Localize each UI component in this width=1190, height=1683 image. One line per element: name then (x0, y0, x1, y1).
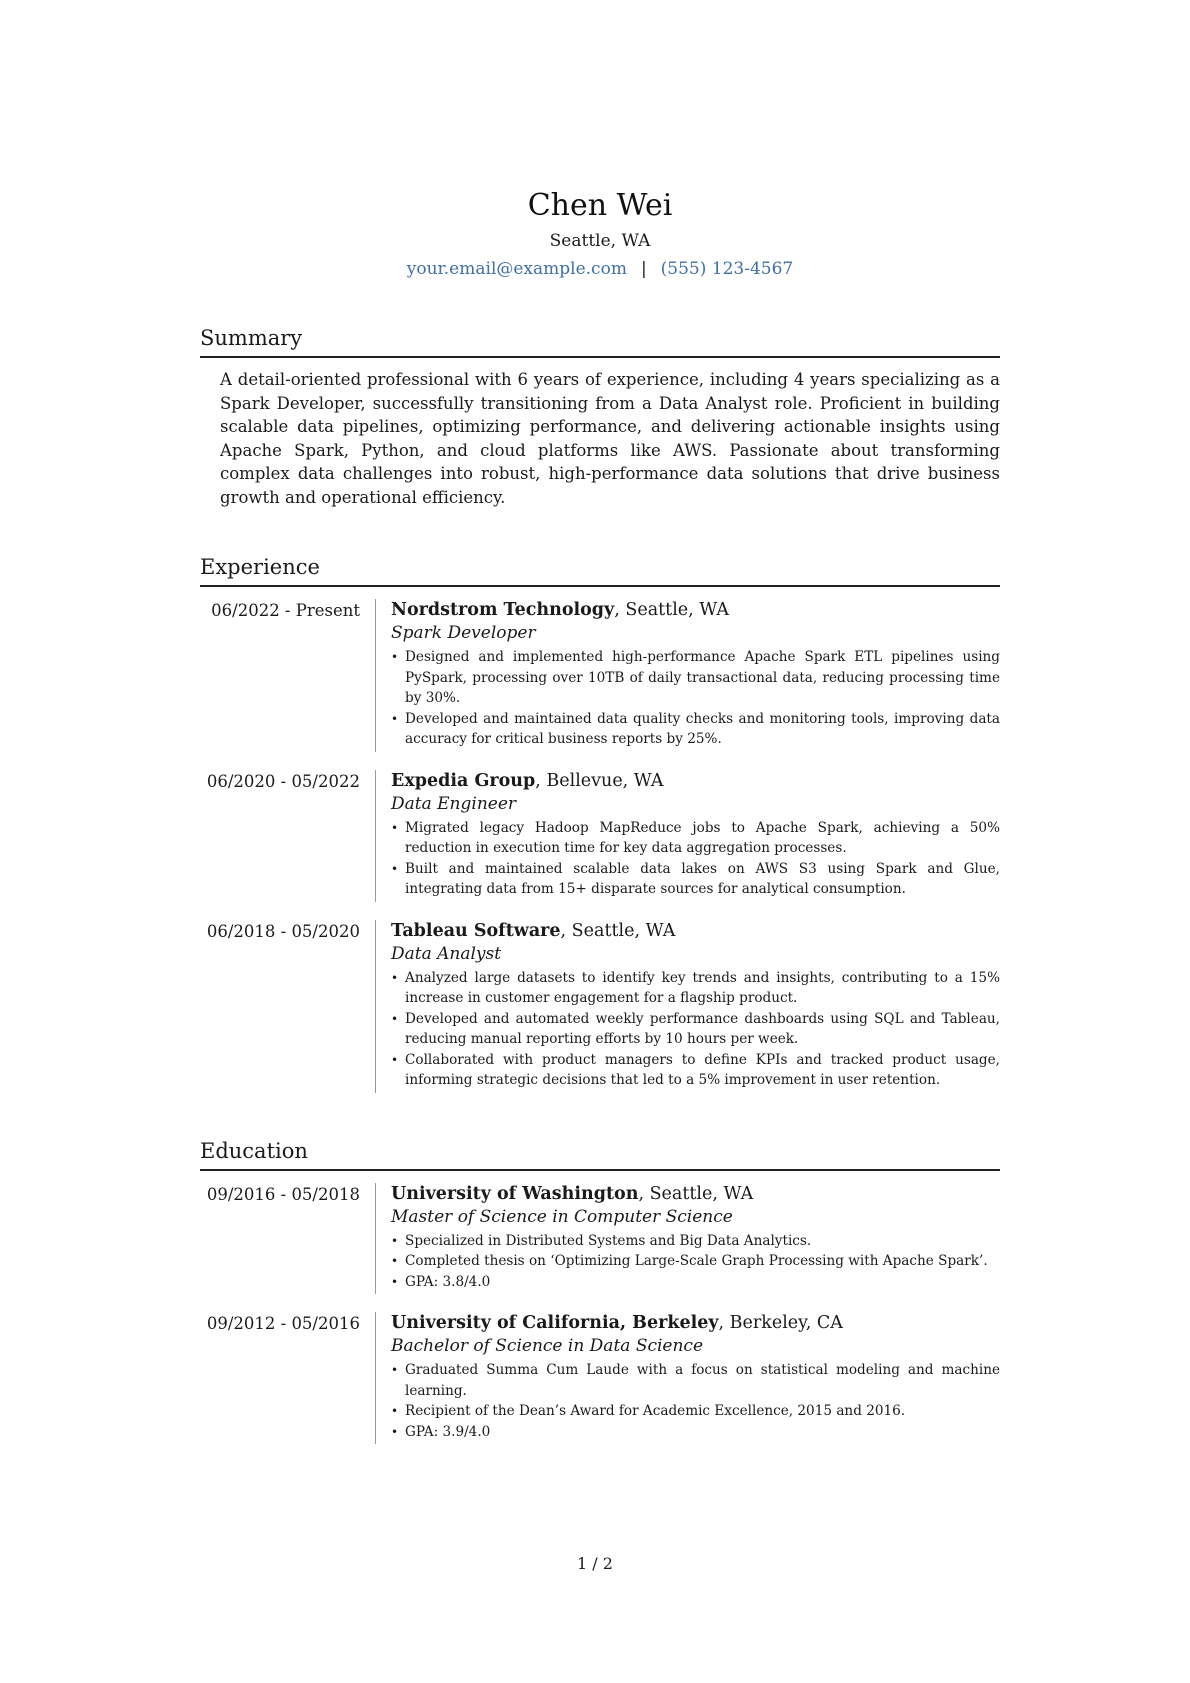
entry-organization: Tableau Software (391, 920, 561, 941)
bullet-item: • Built and maintained scalable data lakes on AWS S3 using Spark and Glue, integrating data from 15+ disparate sources for analytical consumption. (391, 859, 1000, 900)
entry-date: 06/2018 - 05/2020 (206, 921, 360, 941)
experience-entry (200, 920, 1000, 1093)
bullet-item: • GPA: 3.8/4.0 (391, 1272, 1000, 1293)
entry-location: , Seattle, WA (560, 920, 676, 941)
entry-body (375, 920, 1000, 1093)
page-indicator: 1 / 2 (577, 1554, 613, 1573)
entry-role: Data Engineer (391, 793, 517, 814)
contact-line (200, 258, 1000, 280)
experience-entry (200, 599, 1000, 752)
entry-location: , Seattle, WA (638, 1183, 754, 1204)
entry-body (375, 1312, 1000, 1444)
summary-text: A detail-oriented professional with 6 years of experience, including 4 years specializing as a Spark Developer, successfully transitioning from a Data Analyst role. Proficient in building scalable data pipelines, optimizing performance, and delivering actionable insights using Apache Spark, Python, and cloud platforms like AWS. Passionate about transforming complex data challenges into robust, high-performance data solutions that drive business growth and operational efficiency. (220, 370, 1000, 507)
entry-bullet-list (391, 1231, 1000, 1293)
education-list (200, 1183, 1000, 1445)
education-entry (200, 1312, 1000, 1444)
entry-heading (391, 599, 1000, 622)
entry-bullet-list (391, 1360, 1000, 1442)
entry-role: Master of Science in Computer Science (391, 1206, 733, 1227)
summary-section (200, 324, 1000, 509)
entry-heading (391, 1312, 1000, 1335)
entry-organization: Nordstrom Technology (391, 600, 615, 620)
entry-body (375, 599, 1000, 752)
entry-date: 06/2020 - 05/2022 (206, 771, 360, 791)
entry-body (375, 770, 1000, 902)
contact-separator: | (640, 259, 647, 279)
bullet-item: • Migrated legacy Hadoop MapReduce jobs to Apache Spark, achieving a 50% reduction in execution time for key data aggregation processes. (391, 818, 1000, 859)
resume-page (200, 188, 1000, 1444)
phone-link[interactable]: (555) 123-4567 (660, 259, 794, 279)
bullet-item: • Developed and automated weekly performance dashboards using SQL and Tableau, reducing manual reporting efforts by 10 hours per week. (391, 1009, 1000, 1050)
email-link[interactable]: your.email@example.com (406, 259, 627, 279)
entry-location: , Seattle, WA (614, 600, 730, 620)
experience-list (200, 599, 1000, 1093)
bullet-item: • Designed and implemented high-performance Apache Spark ETL pipelines using PySpark, processing over 10TB of daily transactional data, reducing processing time by 30%. (391, 647, 1000, 709)
bullet-item: • Completed thesis on ‘Optimizing Large-Scale Graph Processing with Apache Spark’. (391, 1251, 1000, 1272)
experience-section (200, 553, 1000, 1093)
entry-role: Bachelor of Science in Data Science (391, 1336, 704, 1356)
bullet-item: • Graduated Summa Cum Laude with a focus on statistical modeling and machine learning. (391, 1360, 1000, 1401)
education-entry (200, 1183, 1000, 1295)
entry-heading (391, 770, 1000, 793)
candidate-name: Chen Wei (527, 188, 673, 223)
entry-role: Spark Developer (391, 623, 536, 643)
experience-entry (200, 770, 1000, 902)
entry-bullet-list (391, 818, 1000, 900)
entry-location: , Berkeley, CA (718, 1313, 843, 1333)
bullet-item: • GPA: 3.9/4.0 (391, 1422, 1000, 1443)
bullet-item: • Collaborated with product managers to define KPIs and tracked product usage, informing strategic decisions that led to a 5% improvement in user retention. (391, 1050, 1000, 1091)
candidate-location: Seattle, WA (549, 231, 651, 251)
summary-heading: Summary (200, 324, 1000, 358)
entry-date: 06/2022 - Present (211, 601, 360, 620)
entry-date: 09/2012 - 05/2016 (206, 1314, 360, 1333)
entry-heading (391, 920, 1000, 943)
entry-role: Data Analyst (391, 943, 502, 964)
bullet-item: • Analyzed large datasets to identify key trends and insights, contributing to a 15% increase in customer engagement for a flagship product. (391, 968, 1000, 1009)
education-section (200, 1137, 1000, 1445)
entry-organization: University of Washington (391, 1183, 639, 1204)
entry-location: , Bellevue, WA (535, 770, 664, 791)
bullet-item: • Recipient of the Dean’s Award for Academic Excellence, 2015 and 2016. (391, 1401, 1000, 1422)
entry-bullet-list (391, 647, 1000, 750)
entry-bullet-list (391, 968, 1000, 1091)
entry-organization: University of California, Berkeley (391, 1313, 719, 1333)
experience-heading: Experience (200, 553, 1000, 587)
bullet-item: • Specialized in Distributed Systems and Big Data Analytics. (391, 1231, 1000, 1252)
entry-date: 09/2016 - 05/2018 (206, 1184, 360, 1204)
resume-header (200, 188, 1000, 280)
entry-heading (391, 1183, 1000, 1206)
bullet-item: • Developed and maintained data quality checks and monitoring tools, improving data accuracy for critical business reports by 25%. (391, 709, 1000, 750)
entry-body (375, 1183, 1000, 1295)
education-heading: Education (200, 1137, 1000, 1171)
entry-organization: Expedia Group (391, 770, 536, 791)
